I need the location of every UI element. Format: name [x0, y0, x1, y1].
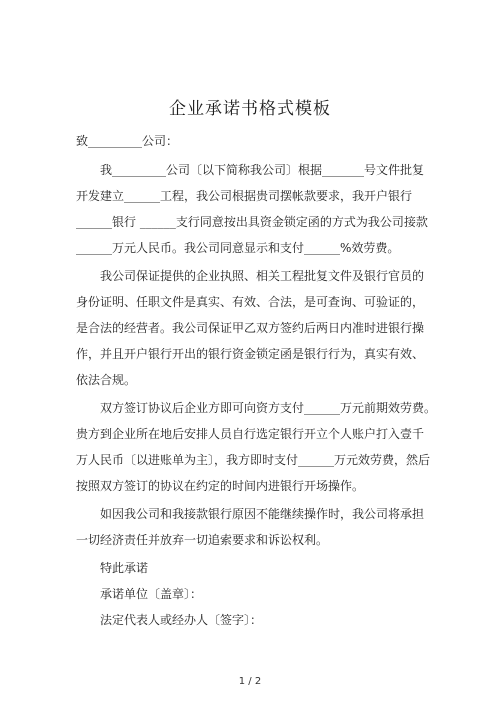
paragraph-line: 我_________公司〔以下简称我公司〕根据_______号文件批复: [100, 163, 425, 177]
paragraph-line: ______万元人民币。我公司同意显示和支付______%效劳费。: [76, 241, 400, 255]
paragraph-line: 我公司保证提供的企业执照、相关工程批复文件及银行官员的: [100, 269, 425, 283]
paragraph-line: 一切经济责任并放弃一切追索要求和诉讼权利。: [76, 533, 329, 547]
paragraph-line: 如因我公司和我接款银行原因不能继续操作时，我公司将承担: [100, 507, 425, 521]
paragraph-line: 双方签订协议后企业方即可向资方支付______万元前期效劳费。: [100, 401, 437, 415]
paragraph-line: 依法合规。: [76, 373, 137, 387]
addressee-line: 致_________公司：: [76, 134, 179, 148]
closing-line: 特此承诺: [100, 561, 149, 575]
paragraph-line: 身份证明、任职文件是真实、有效、合法，是可查询、可验证的，: [76, 295, 425, 309]
paragraph-line: 是合法的经营者。我公司保证甲乙双方签约后两日内准时进银行操: [76, 321, 425, 335]
page-number: 1 / 2: [238, 676, 262, 687]
paragraph-line: 开发建立______工程，我公司根据贵司摆帐款要求，我开户银行: [76, 189, 413, 203]
document-title: 企业承诺书格式模板: [169, 99, 331, 119]
signature-representative-line: 法定代表人或经办人〔签字〕：: [100, 613, 263, 627]
paragraph-line: 按照双方签订的协议在约定的时间内进银行开场操作。: [76, 479, 365, 493]
signature-unit-line: 承诺单位〔盖章〕：: [100, 587, 203, 601]
paragraph-line: 贵方到企业所在地后安排人员自行选定银行开立个人账户打入壹千: [76, 427, 425, 441]
paragraph-line: 万人民币〔以进账单为主〕，我方即时支付______万元效劳费，然后: [76, 453, 431, 467]
paragraph-line: ______银行 ______支行同意按出具资金锁定函的方式为我公司接款: [76, 215, 428, 229]
paragraph-line: 作，并且开户银行开出的银行资金锁定函是银行行为，真实有效、: [76, 347, 425, 361]
